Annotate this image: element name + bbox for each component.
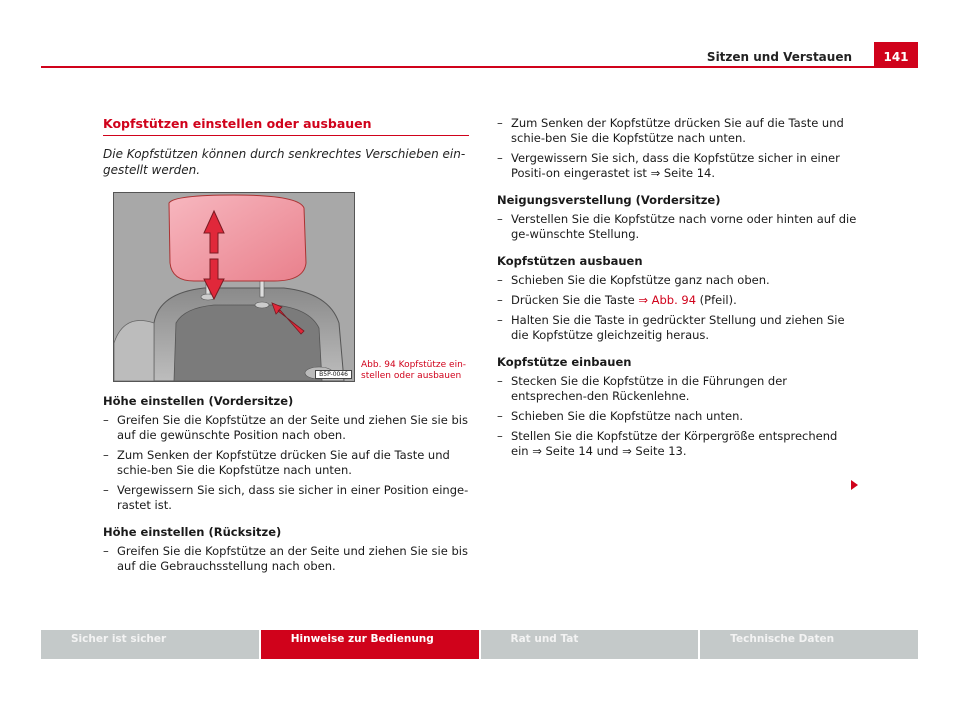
footer-tab-technical[interactable]: Technische Daten — [700, 630, 918, 659]
step-list — [497, 212, 857, 242]
list-item: – Stellen Sie die Kopfstütze der Körpergröße entsprechend ein ⇒ Seite 14 und ⇒ Seite 13. — [497, 429, 857, 459]
list-item: – Vergewissern Sie sich, dass sie sicher in einer Position einge-rastet ist. — [103, 483, 469, 513]
step-list — [497, 374, 857, 459]
subheading-install: Kopfstütze einbauen — [497, 355, 632, 369]
step-text: Drücken Sie die Taste — [511, 293, 639, 307]
headrest-drawing — [114, 193, 354, 381]
list-item: – Greifen Sie die Kopfstütze an der Seite und ziehen Sie sie bis auf die Gebrauchsstellung nach oben. — [103, 544, 469, 574]
header-rule — [41, 66, 918, 68]
step-list — [103, 544, 469, 574]
continue-arrow-icon — [851, 480, 858, 490]
list-item: – Zum Senken der Kopfstütze drücken Sie auf die Taste und schie-ben Sie die Kopfstütze nach unten. — [103, 448, 469, 478]
subheading-remove: Kopfstützen ausbauen — [497, 254, 643, 268]
subheading-front-height: Höhe einstellen (Vordersitze) — [103, 394, 294, 408]
list-item: – Halten Sie die Taste in gedrückter Stellung und ziehen Sie die Kopfstütze gleichzeitig heraus. — [497, 313, 857, 343]
footer-tab-advice[interactable]: Rat und Tat — [481, 630, 699, 659]
list-item: – Stecken Sie die Kopfstütze in die Führungen der entsprechen-den Rückenlehne. — [497, 374, 857, 404]
section-title: Kopfstützen einstellen oder ausbauen — [103, 116, 469, 136]
step-list — [497, 273, 857, 343]
left-column — [103, 116, 469, 574]
chapter-title: Sitzen und Verstauen — [706, 50, 852, 64]
step-list — [497, 116, 857, 181]
subheading-rear-height: Höhe einstellen (Rücksitze) — [103, 525, 282, 539]
list-item — [497, 293, 857, 308]
right-column — [497, 116, 857, 459]
step-list — [103, 413, 469, 513]
list-item: – Verstellen Sie die Kopfstütze nach vorne oder hinten auf die ge-wünschte Stellung. — [497, 212, 857, 242]
page-number: 141 — [874, 42, 918, 68]
footer-nav — [41, 630, 918, 659]
footer-tab-safety[interactable]: Sicher ist sicher — [41, 630, 259, 659]
figure-code: B5P-0046 — [315, 370, 352, 379]
footer-tab-operation[interactable]: Hinweise zur Bedienung — [261, 630, 479, 659]
list-item: – Zum Senken der Kopfstütze drücken Sie auf die Taste und schie-ben Sie die Kopfstütze nach unten. — [497, 116, 857, 146]
intro-text: Die Kopfstützen können durch senkrechtes Verschieben ein-gestellt werden. — [103, 147, 466, 177]
list-item: – Schieben Sie die Kopfstütze nach unten. — [497, 409, 857, 424]
subheading-tilt: Neigungsverstellung (Vordersitze) — [497, 193, 721, 207]
list-item: – Greifen Sie die Kopfstütze an der Seite und ziehen Sie sie bis auf die gewünschte Position nach oben. — [103, 413, 469, 443]
list-item: – Vergewissern Sie sich, dass die Kopfstütze sicher in einer Positi-on eingerastet ist ⇒ Seite 14. — [497, 151, 857, 181]
figure-caption: Abb. 94 Kopfstütze ein-stellen oder ausbauen — [361, 360, 467, 381]
headrest-illustration — [113, 192, 355, 382]
figure-94 — [103, 192, 469, 382]
figure-reference-link[interactable]: ⇒ Abb. 94 — [638, 293, 697, 307]
step-text: (Pfeil). — [696, 293, 737, 307]
list-item: – Schieben Sie die Kopfstütze ganz nach oben. — [497, 273, 857, 288]
